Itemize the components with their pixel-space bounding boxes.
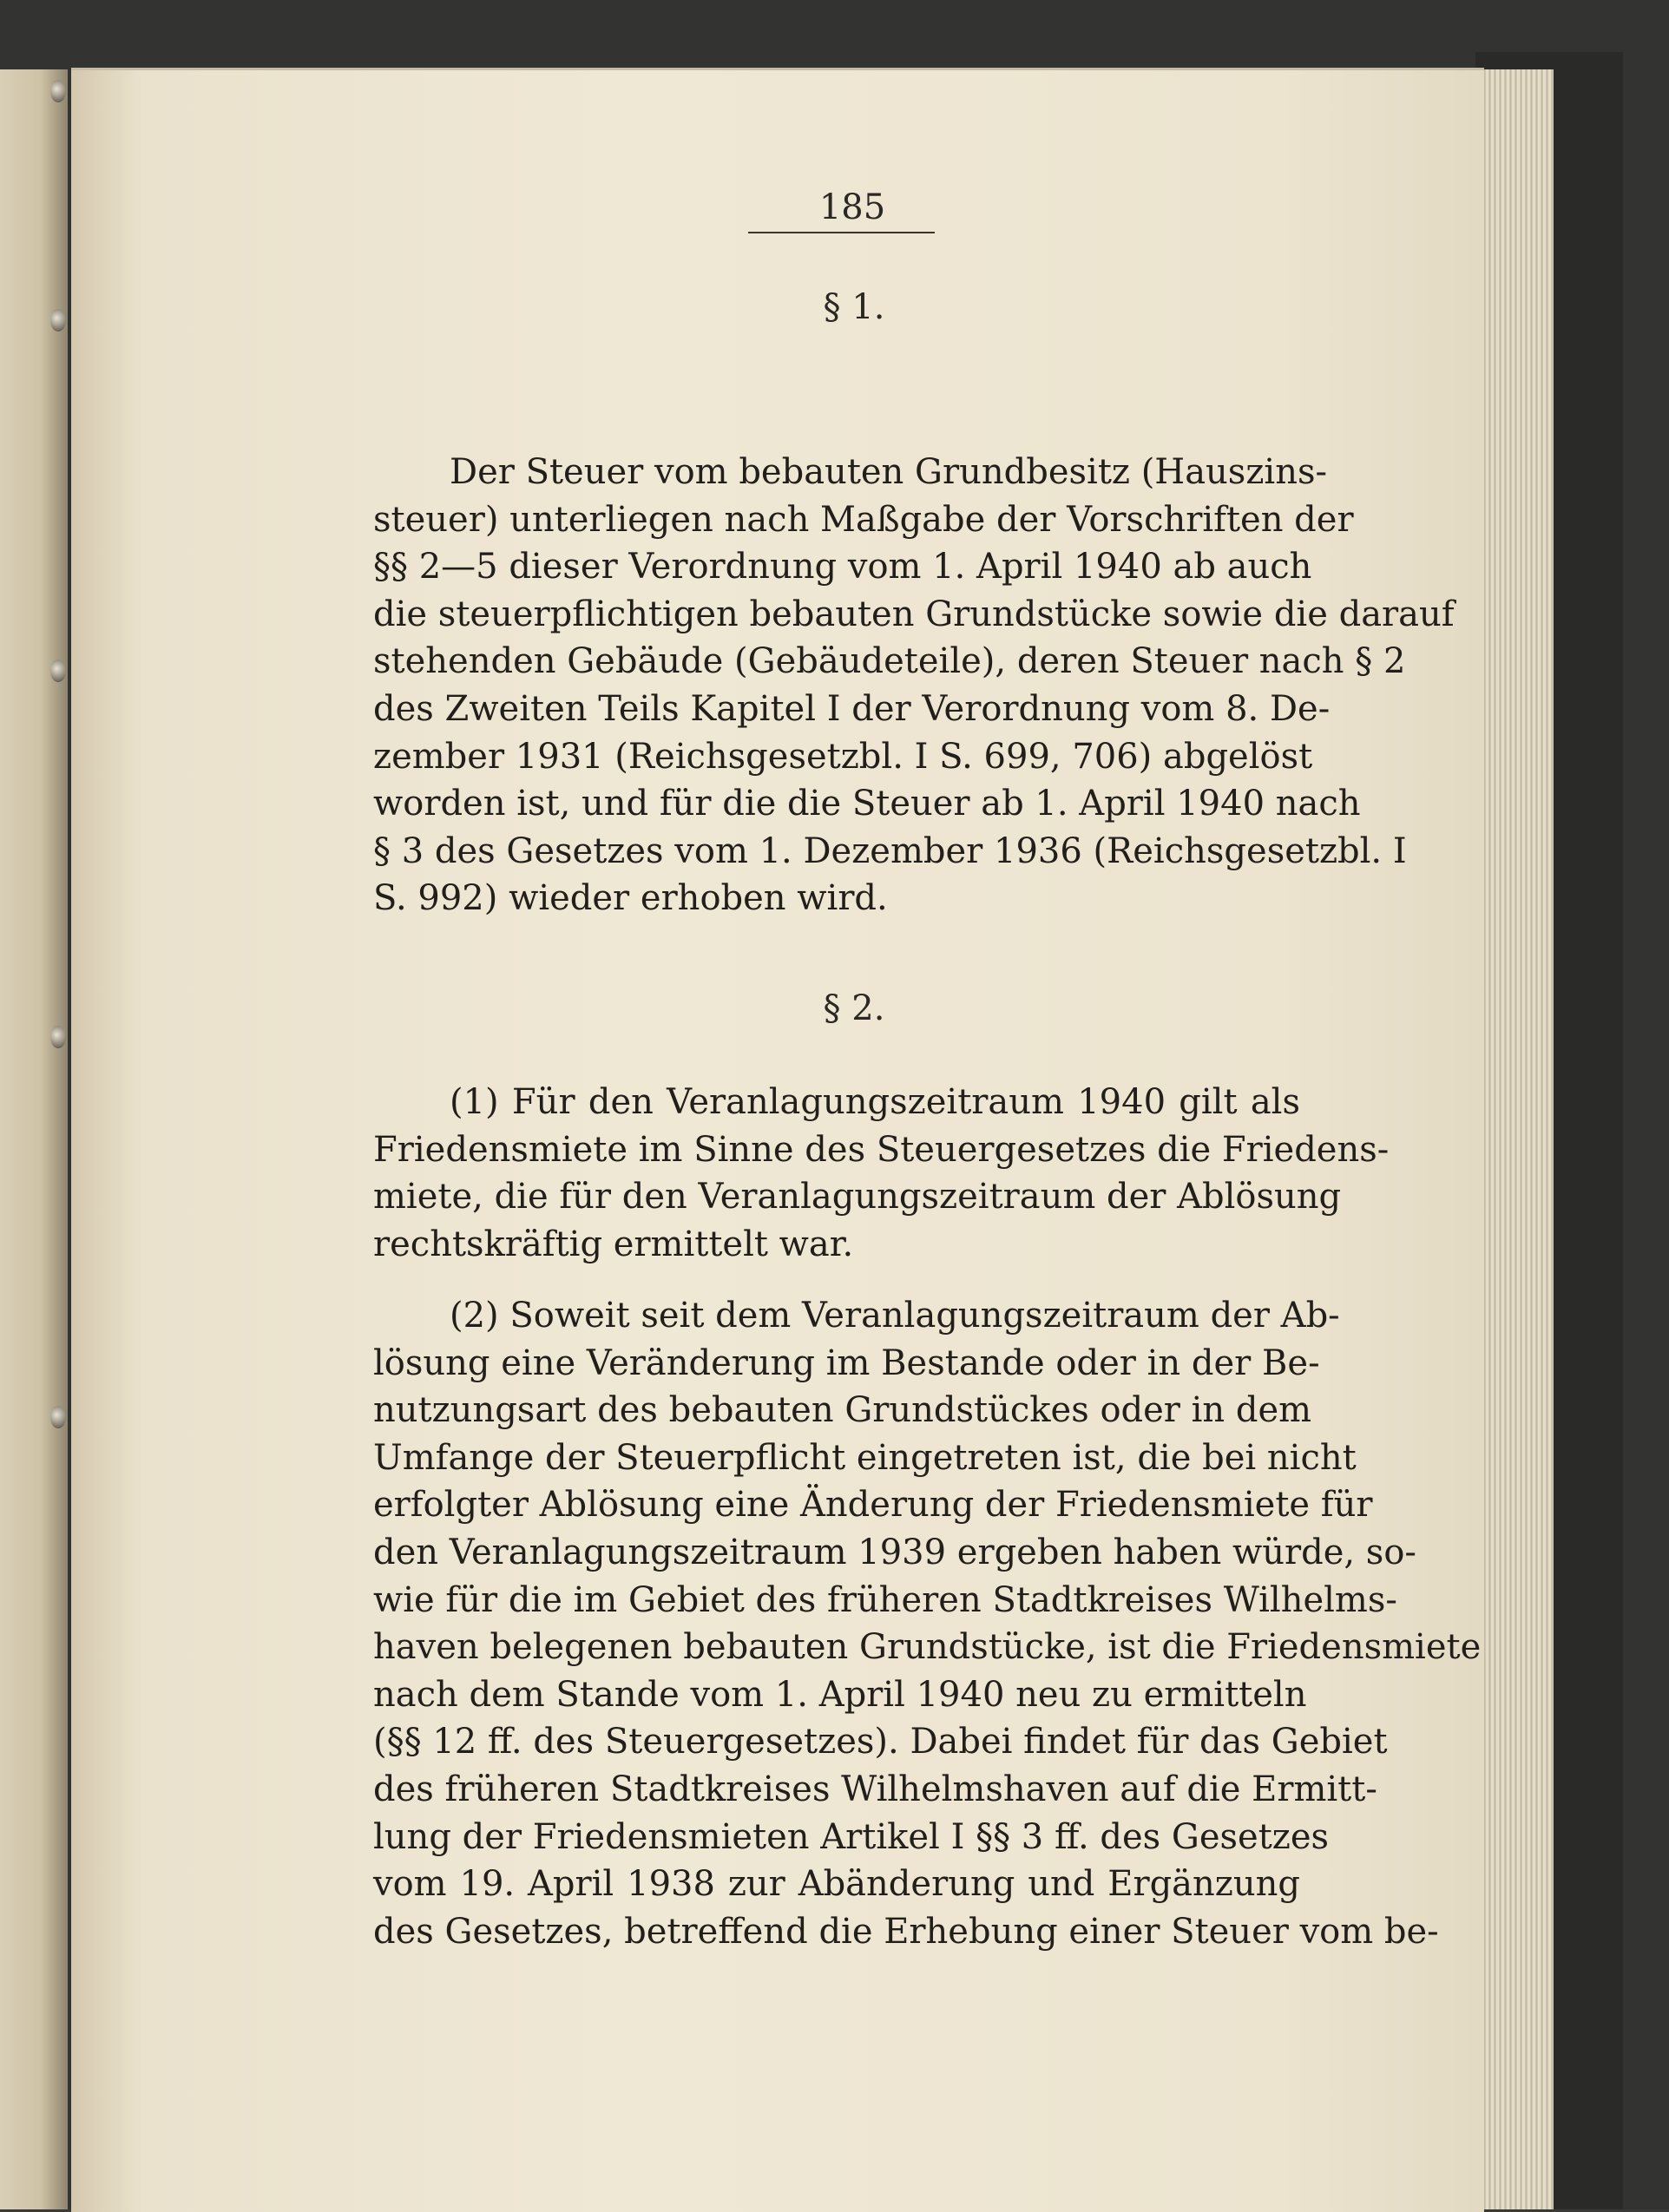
header-rule <box>748 232 935 233</box>
page-number: 185 <box>818 187 886 227</box>
paragraph-section-2-1 <box>373 1079 1390 1268</box>
text-line: erfolgter Ablösung eine Änderung der Friedensmiete für <box>373 1485 1373 1526</box>
text-line: (2) Soweit seit dem Veranlagungszeitraum der Ab- <box>450 1296 1340 1336</box>
text-line: wie für die im Gebiet des früheren Stadtkreises Wilhelms- <box>373 1579 1397 1620</box>
text-line: miete, die für den Veranlagungszeitraum der Ablösung <box>373 1177 1342 1218</box>
text-line: die steuerpflichtigen bebauten Grundstücke sowie die darauf <box>373 594 1455 634</box>
binding-ring <box>50 660 66 682</box>
text-line: des früheren Stadtkreises Wilhelmshaven auf die Ermitt- <box>373 1769 1377 1809</box>
text-line: des Gesetzes, betreffend die Erhebung einer Steuer vom be- <box>373 1911 1439 1952</box>
section-heading-1: § 1. <box>823 287 885 327</box>
text-line: lung der Friedensmieten Artikel I §§ 3 ff. des Gesetzes <box>373 1816 1330 1857</box>
text-line: Friedensmiete im Sinne des Steuergesetzes die Friedens- <box>373 1129 1390 1170</box>
text-line: § 3 des Gesetzes vom 1. Dezember 1936 (Reichsgesetzbl. I <box>373 830 1407 871</box>
text-line: des Zweiten Teils Kapitel I der Verordnung vom 8. De- <box>373 688 1331 729</box>
text-line: S. 992) wieder erhoben wird. <box>373 878 888 919</box>
text-line: (§§ 12 ff. des Steuergesetzes). Dabei findet für das Gebiet <box>373 1722 1388 1762</box>
text-line: nutzungsart des bebauten Grundstückes oder in dem <box>373 1390 1312 1431</box>
text-line: haven belegenen bebauten Grundstücke, ist die Friedensmiete <box>373 1627 1482 1668</box>
text-line: vom 19. April 1938 zur Abänderung und Ergänzung <box>373 1864 1300 1905</box>
text-line: Der Steuer vom bebauten Grundbesitz (Hauszins- <box>450 452 1327 492</box>
binding-ring <box>50 1406 66 1428</box>
page-block-edges <box>1475 69 1554 2209</box>
text-line: lösung eine Veränderung im Bestande oder in der Be- <box>373 1342 1320 1383</box>
text-line: nach dem Stande vom 1. April 1940 neu zu ermitteln <box>373 1674 1307 1715</box>
book-page <box>71 68 1484 2212</box>
text-line: zember 1931 (Reichsgesetzbl. I S. 699, 706) abgelöst <box>373 736 1313 777</box>
text-line: steuer) unterliegen nach Maßgabe der Vorschriften der <box>373 499 1354 540</box>
left-page-edge <box>0 69 68 2209</box>
text-line: §§ 2—5 dieser Verordnung vom 1. April 1940 ab auch <box>373 547 1312 587</box>
paragraph-section-2-2 <box>373 1292 1482 1955</box>
section-heading-2: § 2. <box>823 988 885 1028</box>
binding-ring <box>50 309 66 331</box>
text-line: Umfange der Steuerpflicht eingetreten ist, die bei nicht <box>373 1437 1357 1478</box>
binding-ring <box>50 80 66 102</box>
binding-ring <box>50 1026 66 1048</box>
paragraph-section-1 <box>373 449 1455 922</box>
text-line: stehenden Gebäude (Gebäudeteile), deren Steuer nach § 2 <box>373 641 1406 682</box>
text-line: (1) Für den Veranlagungszeitraum 1940 gilt als <box>450 1082 1300 1122</box>
text-line: den Veranlagungszeitraum 1939 ergeben haben würde, so- <box>373 1532 1416 1572</box>
text-line: worden ist, und für die die Steuer ab 1. April 1940 nach <box>373 784 1361 824</box>
text-line: rechtskräftig ermittelt war. <box>373 1224 854 1264</box>
